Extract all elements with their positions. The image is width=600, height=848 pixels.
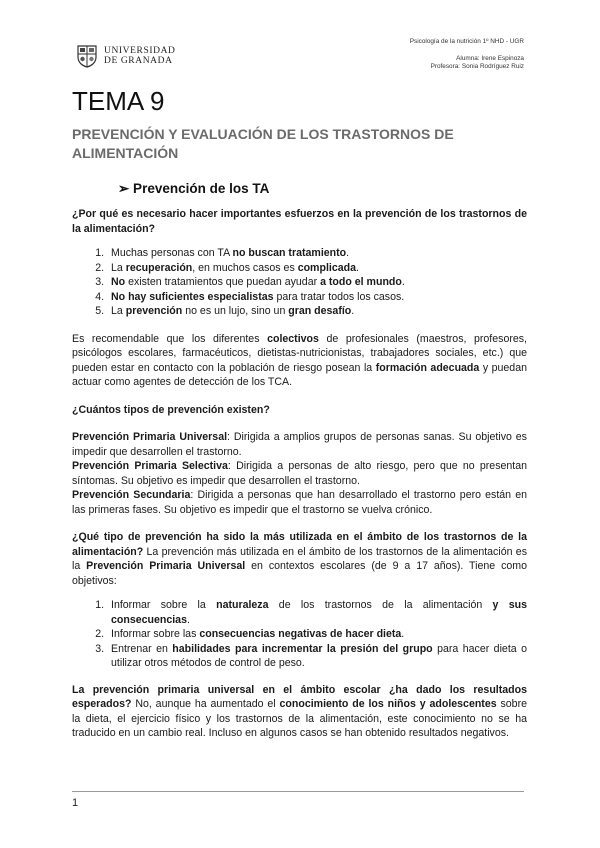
bold-text: Prevención Secundaria bbox=[72, 489, 191, 501]
bold-text: consecuencias negativas de hacer dieta bbox=[199, 628, 402, 640]
bold-text: No bbox=[111, 276, 126, 288]
bold-text: ¿Por qué es necesario hacer importantes esfuerzos en la prevención de los trastornos de la alimentación? bbox=[72, 208, 527, 235]
bold-text: prevención bbox=[125, 305, 183, 317]
bold-text: naturaleza bbox=[216, 599, 269, 611]
list-item bbox=[107, 246, 527, 261]
text-segment: : Dirigida a personas que han desarrollado el trastorno pero están en las primeras fases. Su objetivo es impedir que el trastorno se vuelva crónico. bbox=[72, 489, 528, 516]
list-item bbox=[107, 304, 527, 319]
bold-text: conocimiento de los niños y adolescentes bbox=[279, 698, 497, 710]
document-header-info bbox=[410, 38, 524, 72]
bold-text: No hay suficientes especialistas bbox=[111, 290, 274, 303]
text-segment: . bbox=[346, 247, 350, 259]
university-logo bbox=[76, 44, 176, 68]
text-segment: , en muchos casos es bbox=[192, 261, 298, 274]
course-label: Psicología de la nutrición 1º NHD - UGR bbox=[409, 38, 524, 45]
university-name-line2: DE GRANADA bbox=[104, 56, 173, 66]
bold-text: Prevención Primaria Selectiva bbox=[72, 460, 228, 472]
student-label: Alumna: Irene Espinoza bbox=[456, 54, 524, 62]
list-item bbox=[107, 275, 527, 290]
body-paragraph bbox=[72, 207, 527, 236]
text-segment: . bbox=[401, 276, 405, 288]
text-segment: La bbox=[111, 305, 126, 317]
section-heading: ➢ Prevención de los TA bbox=[118, 181, 270, 196]
bold-text: y sus consecuencias bbox=[111, 599, 527, 626]
numbered-list bbox=[72, 246, 527, 319]
bold-text: no buscan tratamiento bbox=[232, 247, 347, 259]
text-segment: no es un lujo, sino un bbox=[182, 305, 289, 317]
text-segment: existen tratamientos que puedan ayudar bbox=[125, 276, 321, 288]
body-paragraph bbox=[72, 488, 527, 517]
bold-text: La prevención primaria universal en el ámbito escolar ¿ha dado los resultados esperados? bbox=[72, 683, 527, 710]
bold-text: colectivos bbox=[267, 332, 319, 345]
list-item bbox=[107, 261, 527, 276]
list-item bbox=[107, 598, 527, 627]
bold-text: Prevención Primaria Universal bbox=[86, 560, 246, 572]
text-segment: . bbox=[351, 305, 355, 317]
list-item bbox=[107, 642, 527, 671]
list-item bbox=[107, 290, 527, 305]
bold-text: ¿Cuántos tipos de prevención existen? bbox=[72, 403, 270, 416]
body-paragraph bbox=[72, 530, 527, 588]
bold-text: ¿Qué tipo de prevención ha sido la más utilizada en el ámbito de los trastornos de la alimentación? bbox=[72, 531, 527, 558]
text-segment: en contextos escolares (de 9 a 17 años). Tiene como objetivos: bbox=[72, 560, 527, 587]
text-segment: Informar sobre las bbox=[111, 628, 200, 640]
text-segment: para hacer dieta o utilizar otros métodos de control de peso. bbox=[111, 642, 527, 669]
text-segment: La prevención más utilizada en el ámbito de los trastornos de la alimentación es la bbox=[72, 545, 527, 572]
document-subtitle: PREVENCIÓN Y EVALUACIÓN DE LOS TRASTORNOS DE ALIMENTACIÓN bbox=[72, 126, 454, 161]
body-paragraph bbox=[72, 683, 527, 741]
text-segment: Es recomendable que los diferentes bbox=[72, 332, 268, 345]
bold-text: habilidades para incrementar la presión del grupo bbox=[172, 642, 433, 655]
professor-label: Profesora: Sonia Rodríguez Ruiz bbox=[430, 63, 524, 71]
university-name-line1: UNIVERSIDAD bbox=[104, 46, 176, 56]
body-paragraph bbox=[72, 459, 527, 488]
list-item bbox=[107, 627, 527, 642]
footer-divider bbox=[72, 791, 524, 792]
text-segment: para tratar todos los casos. bbox=[273, 290, 405, 303]
bold-text: a todo el mundo bbox=[320, 276, 402, 288]
university-crest-icon bbox=[76, 44, 98, 68]
document-title: TEMA 9 bbox=[72, 86, 165, 116]
document-body bbox=[72, 207, 527, 741]
text-segment: Entrenar en bbox=[111, 642, 173, 655]
university-name bbox=[104, 46, 176, 66]
body-paragraph bbox=[72, 403, 527, 418]
text-segment: . bbox=[401, 628, 405, 640]
text-segment: de los trastornos de la alimentación bbox=[268, 599, 493, 611]
bold-text: recuperación bbox=[125, 261, 193, 274]
body-paragraph bbox=[72, 430, 527, 459]
bold-text: Prevención Primaria Universal bbox=[72, 431, 228, 443]
bold-text: gran desafío bbox=[288, 305, 352, 317]
text-segment: Informar sobre la bbox=[111, 599, 217, 611]
text-segment: Muchas personas con TA bbox=[111, 247, 233, 259]
bold-text: complicada bbox=[297, 261, 356, 274]
text-segment: La bbox=[111, 261, 126, 274]
text-segment: y puedan actuar como agentes de detección de los TCA. bbox=[72, 361, 527, 388]
bold-text: formación adecuada bbox=[375, 361, 480, 374]
page-number: 1 bbox=[72, 797, 79, 809]
text-segment: : Dirigida a amplios grupos de personas sanas. Su objetivo es impedir que desarrollen el trastorno. bbox=[72, 431, 527, 458]
text-segment: sobre la dieta, el ejercicio físico y los trastornos de la alimentación, este conocimiento no se ha traducido en un cambio real. Incluso en algunos casos se han obtenido resultados negativos. bbox=[72, 698, 527, 739]
text-segment: : Dirigida a personas de alto riesgo, pero que no presentan síntomas. Su objetivo es impedir que desarrollen el trastorno. bbox=[72, 460, 528, 487]
numbered-list bbox=[72, 598, 527, 671]
body-paragraph bbox=[72, 332, 527, 390]
text-segment: No, aunque ha aumentado el bbox=[131, 698, 280, 710]
text-segment: . bbox=[355, 261, 359, 274]
text-segment: . bbox=[186, 613, 190, 626]
text-segment: de profesionales (maestros, profesores, psicólogos escolares, farmacéuticos, dietistas-nutricionistas, trabajadores sociales, etc.) que pueden estar en contacto con la población de riesgo posean la bbox=[72, 332, 527, 374]
